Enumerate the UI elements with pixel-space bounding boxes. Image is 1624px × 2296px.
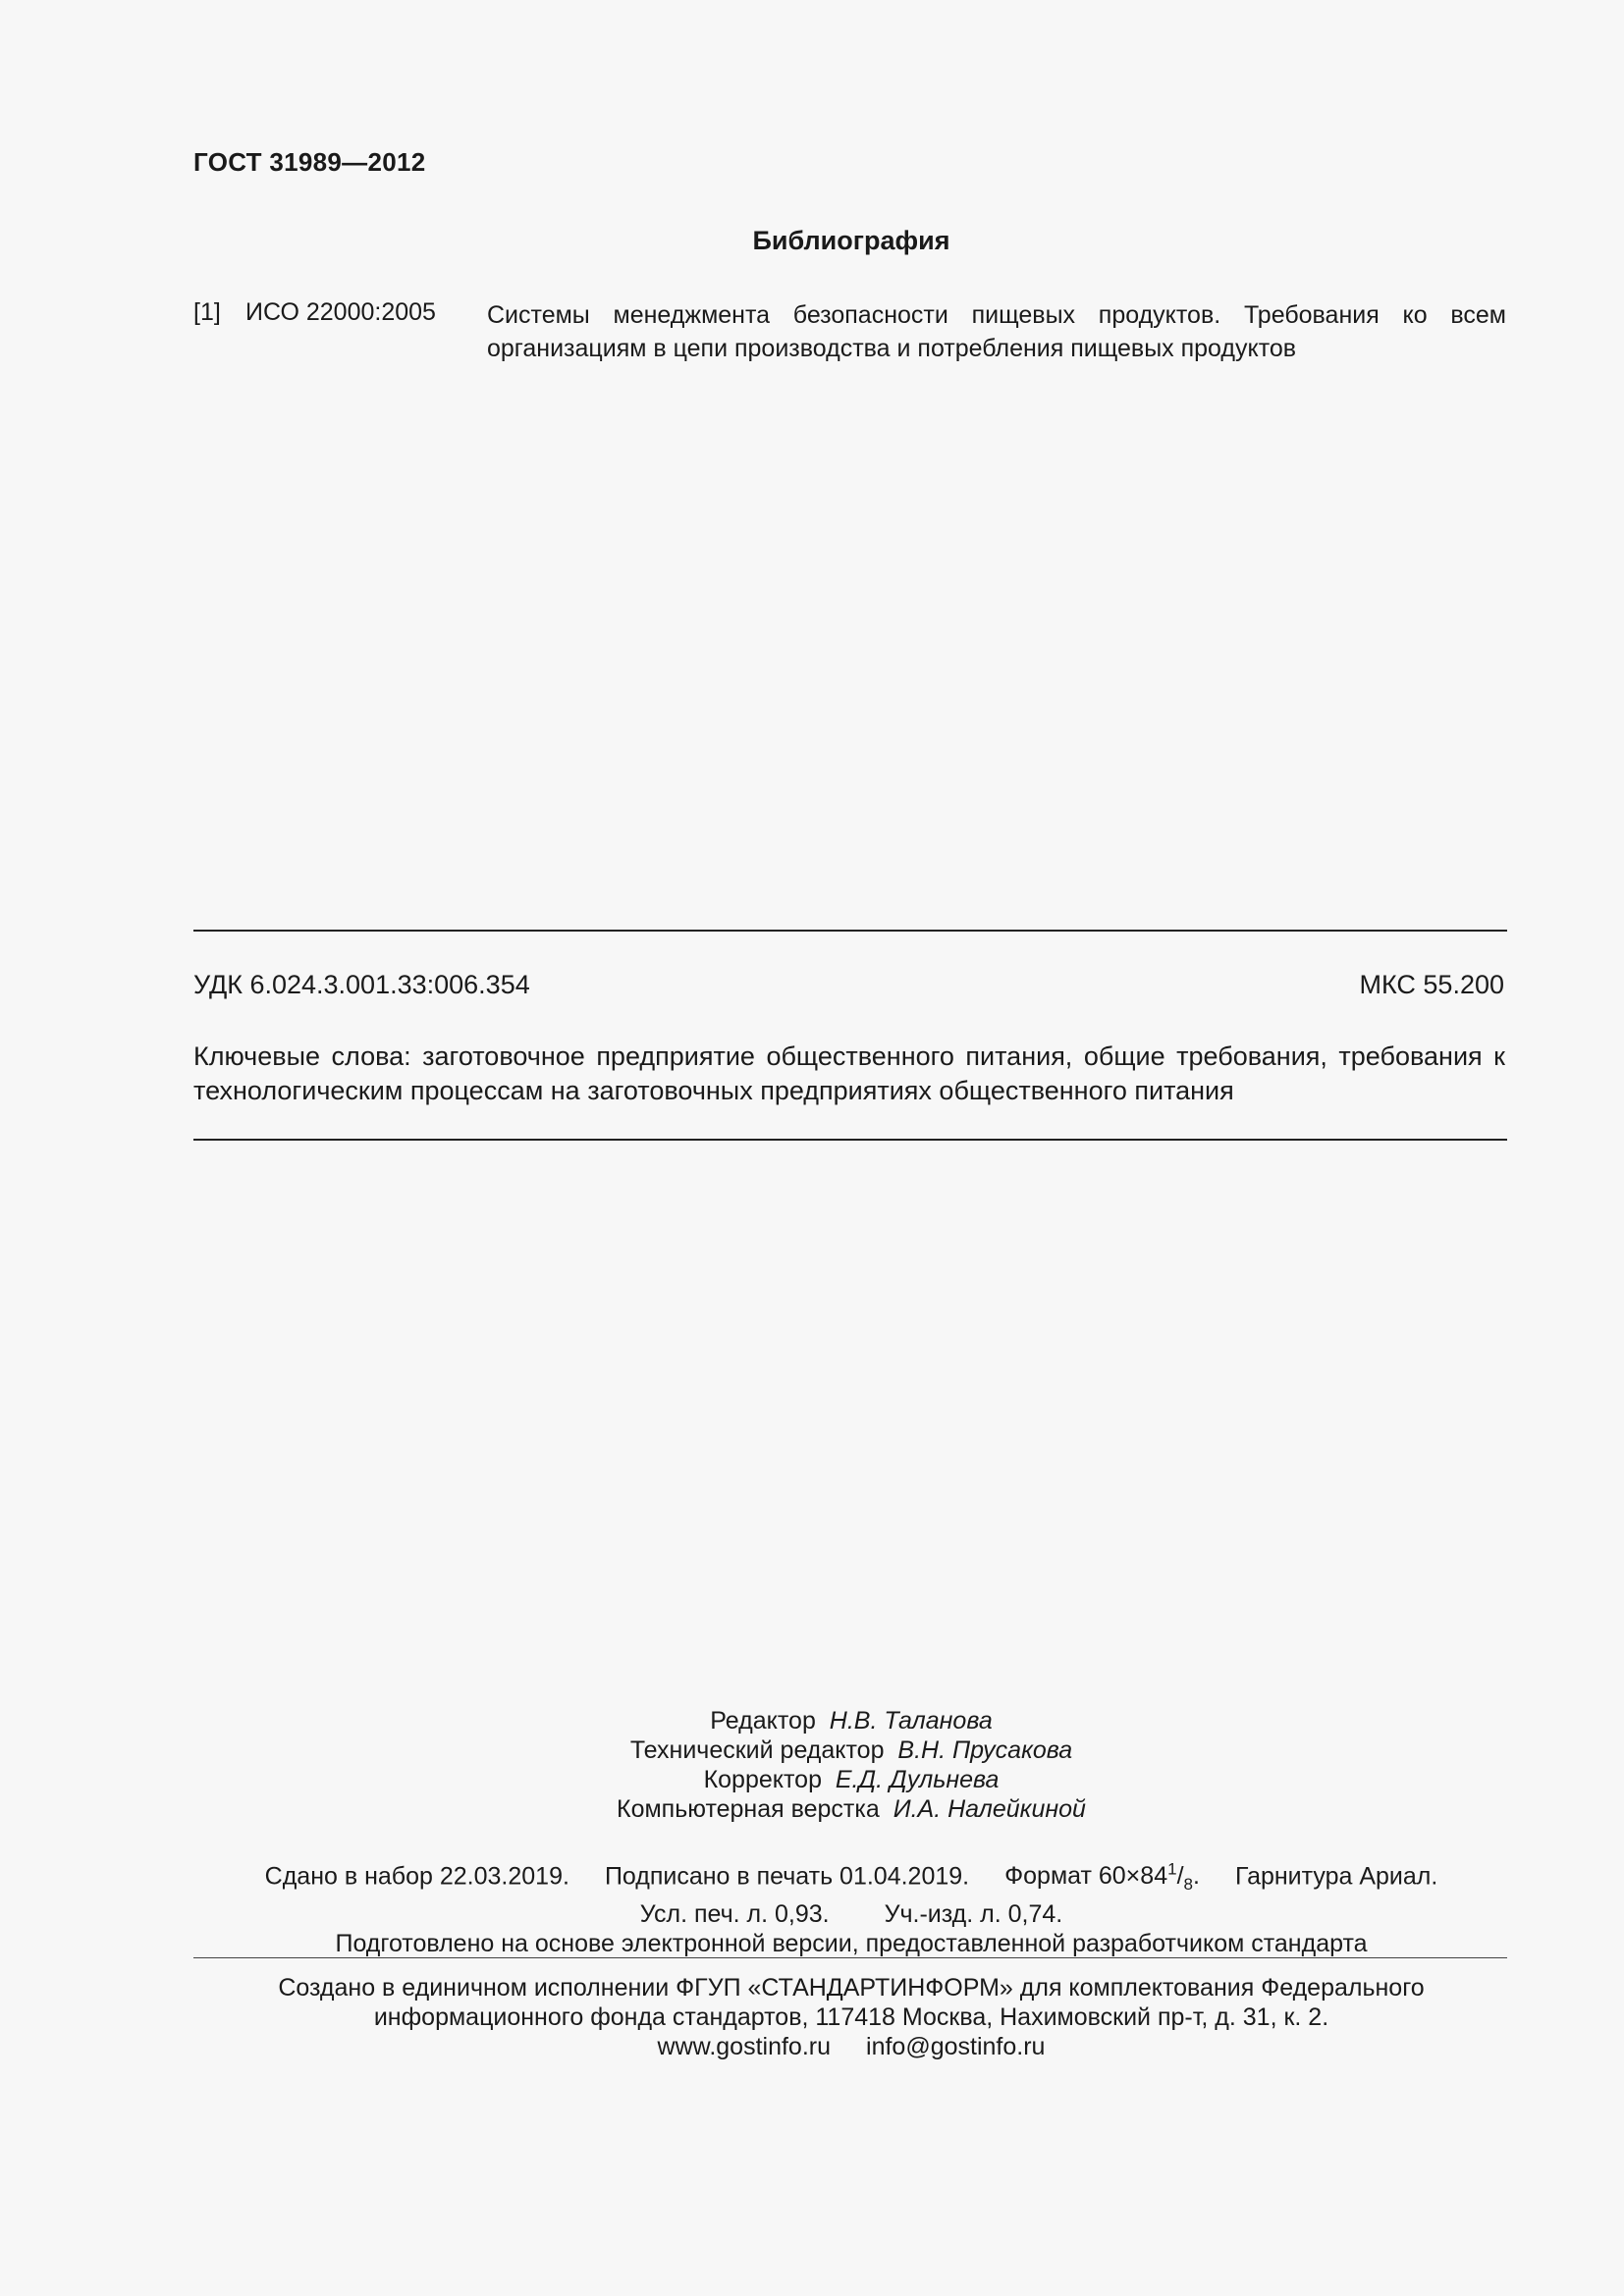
credit-name: В.Н. Прусакова — [897, 1736, 1073, 1764]
publishing-sheets: Уч.-изд. л. 0,74. — [884, 1900, 1063, 1929]
print-info-line1 — [0, 1855, 1624, 1899]
credit-corrector — [0, 1765, 1624, 1794]
footer-line2: информационного фонда стандартов, 117418 Москва, Нахимовский пр-т, д. 31, к. 2. — [373, 2003, 1329, 2031]
credits-block — [0, 1706, 1624, 1824]
print-sheets: Усл. печ. л. 0,93. — [639, 1900, 830, 1929]
credit-role: Корректор — [703, 1766, 822, 1793]
divider-middle — [193, 1139, 1507, 1141]
submitted-date: Сдано в набор 22.03.2019. — [264, 1862, 569, 1891]
credit-role: Компьютерная верстка — [617, 1795, 880, 1823]
credit-name: Е.Д. Дульнева — [835, 1766, 1000, 1793]
divider-bottom — [193, 1957, 1507, 1958]
divider-top — [193, 930, 1507, 932]
udk-code: УДК 6.024.3.001.33:006.354 — [193, 970, 530, 999]
email-link[interactable]: info@gostinfo.ru — [866, 2033, 1046, 2060]
mks-code: МКС 55.200 — [1359, 970, 1504, 999]
bibliography-entry-code: ИСО 22000:2005 — [245, 298, 436, 326]
keywords: Ключевые слова: заготовочное предприятие общественного питания, общие требования, требования к технологическим процессам на заготовочных предприятиях общественного питания — [193, 1041, 1505, 1105]
credit-tech-editor — [0, 1735, 1624, 1765]
print-info-line2 — [0, 1899, 1624, 1929]
credit-name: И.А. Налейкиной — [893, 1795, 1086, 1823]
prepared-note: Подготовлено на основе электронной версии, предоставленной разработчиком стандарта — [335, 1930, 1368, 1958]
credit-editor — [0, 1706, 1624, 1735]
typeface: Гарнитура Ариал. — [1234, 1862, 1438, 1891]
credit-role: Редактор — [710, 1707, 816, 1735]
paper-format: Формат $60\times 84^1/_8$. — [1004, 1860, 1200, 1895]
credit-layout — [0, 1794, 1624, 1824]
website-link[interactable]: www.gostinfo.ru — [657, 2033, 832, 2060]
credit-role: Технический редактор — [629, 1736, 885, 1764]
footer-line1: Создано в единичном исполнении ФГУП «СТАНДАРТИНФОРМ» для комплектования Федерального — [278, 1974, 1425, 2002]
bibliography-title: Библиография — [752, 226, 950, 255]
footer-block — [0, 1973, 1624, 2061]
credit-name: Н.В. Таланова — [829, 1707, 993, 1735]
bibliography-entry-text: Системы менеджмента безопасности пищевых продуктов. Требования ко всем организациям в цепи производства и потребления пищевых продуктов — [487, 301, 1506, 362]
signed-date: Подписано в печать 01.04.2019. — [604, 1862, 970, 1891]
footer-contacts — [0, 2032, 1624, 2061]
print-info-block — [0, 1855, 1624, 1958]
document-code: ГОСТ 31989—2012 — [193, 147, 426, 177]
bibliography-entry-number: [1] — [193, 298, 221, 326]
